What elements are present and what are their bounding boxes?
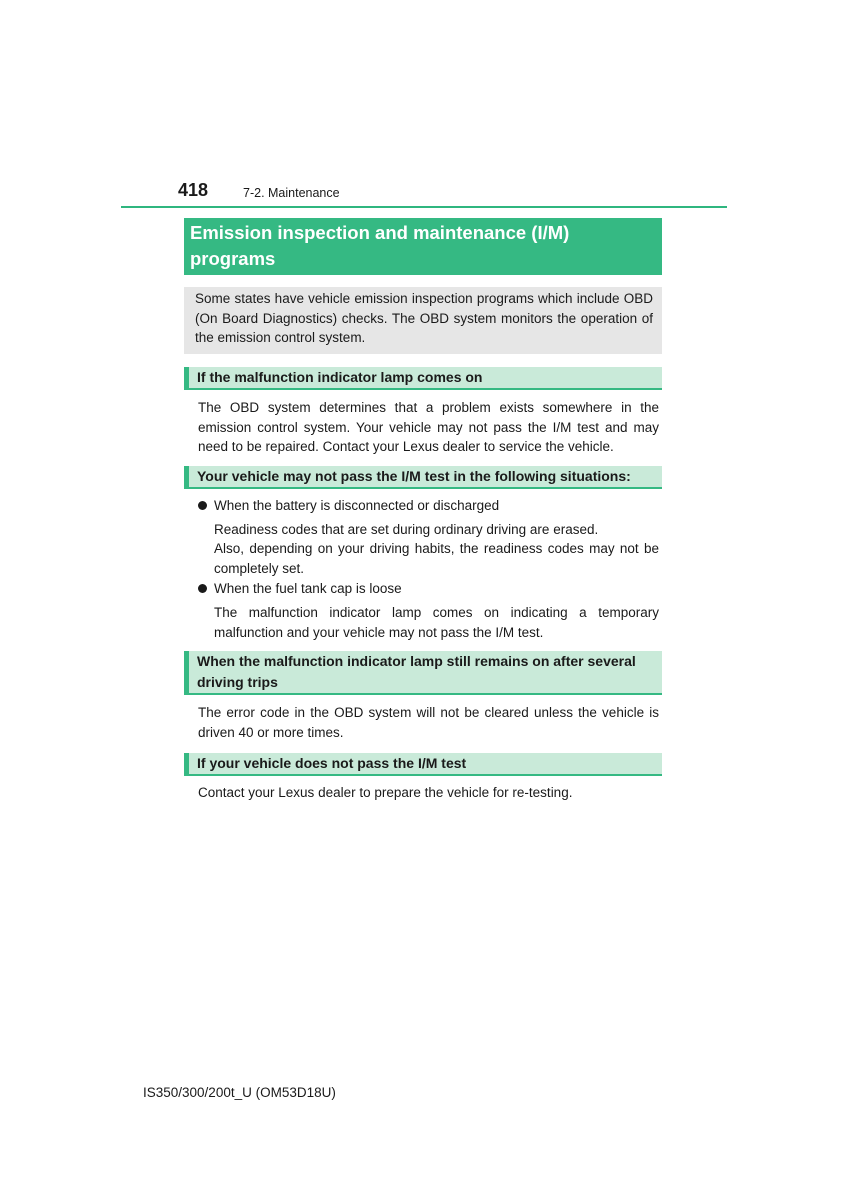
bullet-text-battery-2: Also, depending on your driving habits, the readiness codes may not be completely set. [214, 541, 659, 576]
bullet-text-fuel-cap: The malfunction indicator lamp comes on indicating a temporary malfunction and your vehicle may not pass the I/M test. [214, 605, 659, 640]
bullet-item-battery [198, 496, 499, 516]
intro-box: Some states have vehicle emission inspection programs which include OBD (On Board Diagnostics) checks. The OBD system monitors the operation of the emission control system. [184, 287, 662, 354]
bullet-icon [198, 584, 207, 593]
bullet-text-battery-1: Readiness codes that are set during ordinary driving are erased. [214, 522, 599, 537]
body-mil-on: The OBD system determines that a problem exists somewhere in the emission control system. Your vehicle may not pass the I/M test and may need to be repaired. Contact your Lexus dealer to service the vehicle. [198, 400, 659, 454]
page-title [184, 218, 662, 275]
subheading-mil-on: If the malfunction indicator lamp comes on [184, 367, 662, 390]
bullet-label-battery: When the battery is disconnected or discharged [214, 498, 500, 513]
subheading-may-not-pass: Your vehicle may not pass the I/M test in the following situations: [184, 466, 662, 489]
footer-model-code: IS350/300/200t_U (OM53D18U) [143, 1085, 336, 1100]
subheading-not-pass: If your vehicle does not pass the I/M test [184, 753, 662, 776]
body-mil-remains-on: The error code in the OBD system will not be cleared unless the vehicle is driven 40 or more times. [198, 705, 659, 740]
body-not-pass: Contact your Lexus dealer to prepare the vehicle for re-testing. [198, 785, 573, 800]
bullet-item-fuel-cap [198, 579, 402, 599]
page-title-line-2: programs [190, 248, 276, 269]
section-label: 7-2. Maintenance [243, 186, 340, 200]
subheading-mil-remains-on: When the malfunction indicator lamp still remains on after several driving trips [184, 651, 662, 695]
header-rule [121, 206, 727, 208]
bullet-label-fuel-cap: When the fuel tank cap is loose [214, 581, 402, 596]
bullet-icon [198, 501, 207, 510]
page-title-line-1: Emission inspection and maintenance (I/M) [190, 222, 570, 243]
page-number: 418 [178, 180, 209, 200]
